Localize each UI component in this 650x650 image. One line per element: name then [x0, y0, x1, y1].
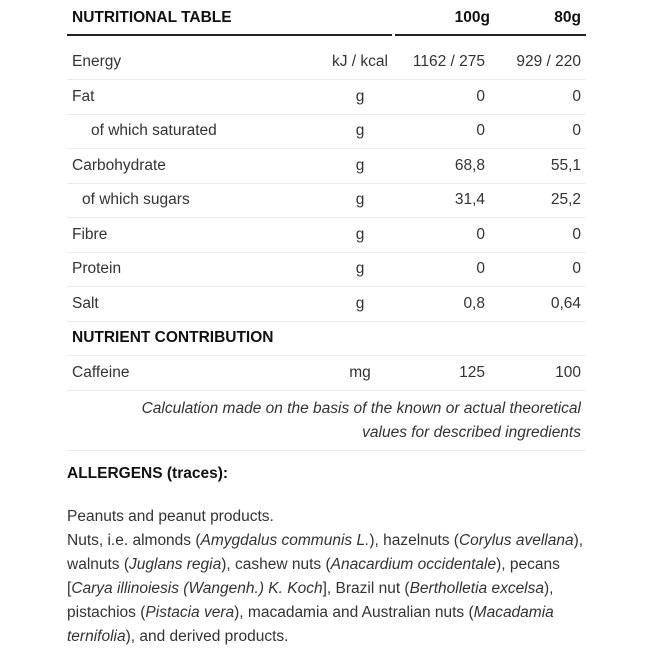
- table-row-fibre: [67, 218, 586, 253]
- text-segment: ), pistachios (: [67, 580, 554, 621]
- table-row-salt: [67, 287, 586, 322]
- row-unit: g: [297, 287, 393, 322]
- header-spacer: [67, 35, 586, 45]
- allergens-text: [67, 505, 587, 649]
- row-value-80g: 0: [495, 252, 586, 287]
- row-unit: g: [297, 183, 393, 218]
- latin-name: Carya illinoiesis (Wangenh.) K. Koch: [71, 580, 323, 597]
- row-value-100g: 125: [393, 356, 495, 391]
- row-unit: g: [297, 252, 393, 287]
- row-value-100g: 0: [393, 80, 495, 115]
- row-value-80g: 929 / 220: [495, 45, 586, 80]
- text-segment: ), walnuts (: [67, 532, 584, 573]
- row-value-100g: 0: [393, 218, 495, 253]
- row-value-100g: 0: [393, 252, 495, 287]
- row-unit: mg: [297, 356, 393, 391]
- allergen-peanuts: Peanuts and peanut products.: [67, 508, 274, 525]
- text-segment: ), cashew nuts (: [221, 556, 331, 573]
- row-value-80g: 55,1: [495, 149, 586, 184]
- row-label: of which saturated: [67, 114, 297, 149]
- row-label: of which sugars: [67, 183, 297, 218]
- text-segment: ), macadamia and Australian nuts (: [234, 604, 474, 621]
- section-title: NUTRIENT CONTRIBUTION: [67, 321, 586, 356]
- row-value-100g: 1162 / 275: [393, 45, 495, 80]
- row-value-80g: 0,64: [495, 287, 586, 322]
- allergens-section: [67, 465, 587, 649]
- latin-name: Bertholletia excelsa: [409, 580, 545, 597]
- table-row-fat: [67, 80, 586, 115]
- row-label: Energy: [67, 45, 297, 80]
- calculation-note: [67, 390, 586, 450]
- table-row-energy: [67, 45, 586, 80]
- text-segment: ), and derived products.: [125, 628, 289, 645]
- table-row-caffeine: [67, 356, 586, 391]
- row-unit: kJ / kcal: [297, 45, 393, 80]
- table-header-row: [67, 0, 586, 35]
- table-row-protein: [67, 252, 586, 287]
- row-unit: g: [297, 149, 393, 184]
- row-value-100g: 31,4: [393, 183, 495, 218]
- allergens-title: ALLERGENS (traces):: [67, 465, 229, 482]
- table-row-sugars: [67, 183, 586, 218]
- text-segment: ), hazelnuts (: [369, 532, 459, 549]
- column-header-100g: 100g: [393, 0, 495, 35]
- row-unit: g: [297, 80, 393, 115]
- latin-name: Anacardium occidentale: [330, 556, 497, 573]
- nutrition-table-container: [67, 0, 586, 451]
- row-value-80g: 0: [495, 218, 586, 253]
- latin-name: Juglans regia: [129, 556, 222, 573]
- latin-name: Macadamia ternifolia: [67, 604, 554, 645]
- row-value-80g: 100: [495, 356, 586, 391]
- table-title: NUTRITIONAL TABLE: [67, 0, 297, 35]
- row-label: Carbohydrate: [67, 149, 297, 184]
- row-value-80g: 25,2: [495, 183, 586, 218]
- row-value-100g: 0: [393, 114, 495, 149]
- note-line-2: values for described ingredients: [362, 423, 581, 441]
- calculation-note-row: [67, 390, 586, 450]
- row-unit: g: [297, 218, 393, 253]
- text-segment: Nuts, i.e. almonds (: [67, 532, 201, 549]
- section-row-nutrient-contribution: [67, 321, 586, 356]
- nutrition-table: [67, 0, 586, 451]
- row-label: Caffeine: [67, 356, 297, 391]
- text-segment: ), pecans [: [67, 556, 560, 597]
- row-value-100g: 0,8: [393, 287, 495, 322]
- note-line-1: Calculation made on the basis of the known or actual theoretical: [141, 399, 581, 417]
- row-label: Fibre: [67, 218, 297, 253]
- row-value-80g: 0: [495, 114, 586, 149]
- allergen-nuts: [67, 532, 583, 645]
- table-row-carbohydrate: [67, 149, 586, 184]
- latin-name: Amygdalus communis L.: [200, 532, 370, 549]
- latin-name: Pistacia vera: [145, 604, 235, 621]
- latin-name: Corylus avellana: [458, 532, 574, 549]
- row-label: Salt: [67, 287, 297, 322]
- row-value-80g: 0: [495, 80, 586, 115]
- row-label: Protein: [67, 252, 297, 287]
- unit-column-header: [297, 0, 393, 35]
- row-label: Fat: [67, 80, 297, 115]
- row-unit: g: [297, 114, 393, 149]
- text-segment: ], Brazil nut (: [322, 580, 410, 597]
- column-header-80g: 80g: [495, 0, 586, 35]
- row-value-100g: 68,8: [393, 149, 495, 184]
- table-row-saturated: [67, 114, 586, 149]
